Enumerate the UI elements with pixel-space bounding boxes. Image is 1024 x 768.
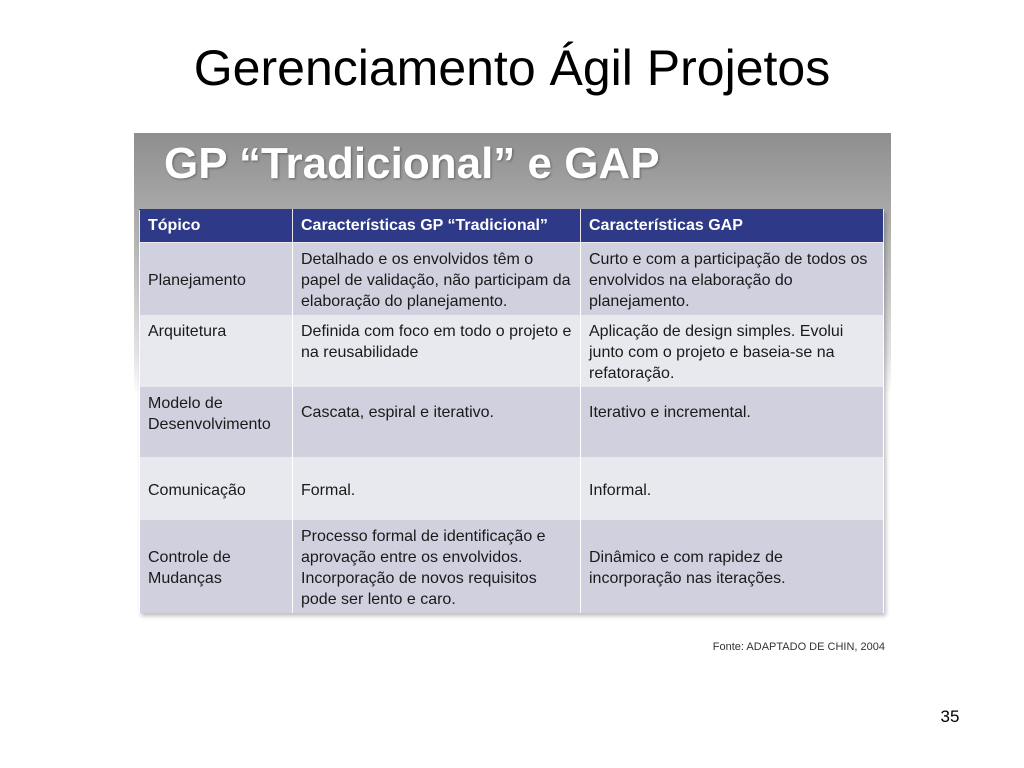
topic-cell: Planejamento bbox=[140, 243, 293, 315]
gap-cell: Aplicação de design simples. Evolui junto com o projeto e baseia-se na refatoração. bbox=[581, 315, 884, 387]
table-row bbox=[140, 457, 884, 520]
header-gap: Características GAP bbox=[581, 210, 884, 243]
topic-cell: Comunicação bbox=[140, 457, 293, 520]
header-traditional: Características GP “Tradicional” bbox=[293, 210, 581, 243]
traditional-cell: Processo formal de identificação e aprovação entre os envolvidos. Incorporação de novos requisitos pode ser lento e caro. bbox=[293, 520, 581, 613]
topic-cell: Controle de Mudanças bbox=[140, 520, 293, 613]
topic-cell: Modelo de Desenvolvimento bbox=[140, 387, 293, 457]
gap-cell: Informal. bbox=[581, 457, 884, 520]
gap-cell: Curto e com a participação de todos os envolvidos na elaboração do planejamento. bbox=[581, 243, 884, 315]
source-caption: Fonte: ADAPTADO DE CHIN, 2004 bbox=[712, 641, 885, 653]
table-row bbox=[140, 520, 884, 613]
slide-title: Gerenciamento Ágil Projetos bbox=[193, 40, 831, 96]
header-topic: Tópico bbox=[140, 210, 293, 243]
gap-cell: Dinâmico e com rapidez de incorporação nas iterações. bbox=[581, 520, 884, 613]
topic-cell: Arquitetura bbox=[140, 315, 293, 387]
table-header-row bbox=[140, 210, 884, 243]
traditional-cell: Cascata, espiral e iterativo. bbox=[293, 387, 581, 457]
gap-cell: Iterativo e incremental. bbox=[581, 387, 884, 457]
traditional-cell: Definida com foco em todo o projeto e na reusabilidade bbox=[293, 315, 581, 387]
traditional-cell: Formal. bbox=[293, 457, 581, 520]
comparison-figure bbox=[134, 133, 891, 673]
figure-heading: GP “Tradicional” e GAP bbox=[164, 139, 660, 188]
table-row bbox=[140, 243, 884, 315]
table-row bbox=[140, 315, 884, 387]
page-number: 35 bbox=[940, 707, 960, 726]
comparison-table bbox=[139, 209, 884, 613]
traditional-cell: Detalhado e os envolvidos têm o papel de validação, não participam da elaboração do planejamento. bbox=[293, 243, 581, 315]
table-row bbox=[140, 387, 884, 457]
